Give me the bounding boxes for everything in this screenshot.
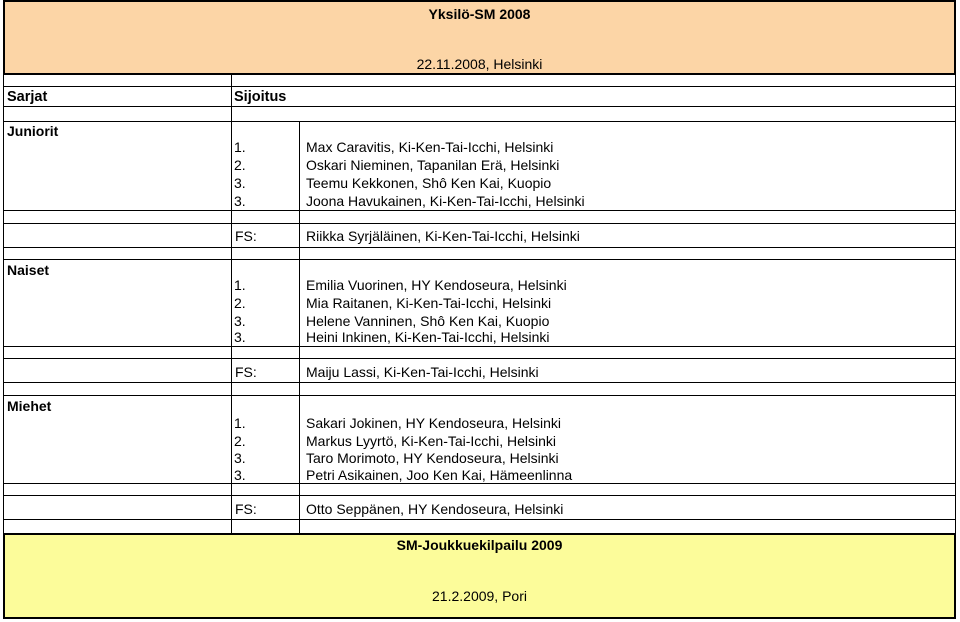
fs-label: FS: <box>235 501 257 517</box>
grid-line <box>3 247 956 248</box>
result-name: Petri Asikainen, Joo Ken Kai, Hämeenlinna <box>306 467 573 483</box>
result-name: Joona Havukainen, Ki-Ken-Tai-Icchi, Helsinki <box>306 193 585 209</box>
grid-line <box>3 483 956 484</box>
next-event-band <box>3 533 956 619</box>
fs-name: Otto Seppänen, HY Kendoseura, Helsinki <box>306 501 564 517</box>
grid-line <box>3 382 956 383</box>
grid-line <box>3 86 956 87</box>
result-name: Heini Inkinen, Ki-Ken-Tai-Icchi, Helsinki <box>306 329 550 345</box>
grid-line <box>3 395 956 396</box>
place: 3. <box>234 313 246 329</box>
place: 2. <box>234 433 246 449</box>
place: 3. <box>234 329 246 345</box>
grid-line <box>231 75 232 535</box>
grid-line <box>3 75 4 535</box>
grid-line <box>3 223 956 224</box>
grid-line <box>3 358 956 359</box>
place: 3. <box>234 193 246 209</box>
grid-line <box>3 346 956 347</box>
fs-label: FS: <box>235 364 257 380</box>
grid-line <box>3 519 956 520</box>
place: 1. <box>234 139 246 155</box>
result-name: Sakari Jokinen, HY Kendoseura, Helsinki <box>306 415 561 431</box>
section-label-men: Miehet <box>7 398 52 414</box>
place: 3. <box>234 450 246 466</box>
next-event-date-place: 21.2.2009, Pori <box>432 588 527 604</box>
next-event-title: SM-Joukkuekilpailu 2009 <box>396 537 563 553</box>
grid-line <box>3 106 956 107</box>
result-name: Mia Raitanen, Ki-Ken-Tai-Icchi, Helsinki <box>306 295 552 311</box>
fs-name: Maiju Lassi, Ki-Ken-Tai-Icchi, Helsinki <box>306 364 539 380</box>
result-name: Teemu Kekkonen, Shô Ken Kai, Kuopio <box>306 175 552 191</box>
section-label-women: Naiset <box>7 262 50 278</box>
header-series: Sarjat <box>7 89 48 105</box>
grid-line <box>3 210 956 211</box>
result-name: Oskari Nieminen, Tapanilan Erä, Helsinki <box>306 157 560 173</box>
grid-line <box>3 121 956 122</box>
place: 1. <box>234 415 246 431</box>
result-name: Helene Vanninen, Shô Ken Kai, Kuopio <box>306 313 550 329</box>
event-title: Yksilö-SM 2008 <box>428 6 531 22</box>
place: 1. <box>234 277 246 293</box>
event-header-band <box>3 0 956 75</box>
grid-line <box>3 495 956 496</box>
grid-line <box>955 75 956 535</box>
header-placement: Sijoitus <box>234 89 287 105</box>
place: 3. <box>234 175 246 191</box>
result-name: Emilia Vuorinen, HY Kendoseura, Helsinki <box>306 277 567 293</box>
event-date-place: 22.11.2008, Helsinki <box>416 56 543 72</box>
grid-line <box>3 259 956 260</box>
place: 2. <box>234 295 246 311</box>
result-name: Taro Morimoto, HY Kendoseura, Helsinki <box>306 450 559 466</box>
fs-label: FS: <box>235 228 257 244</box>
place: 2. <box>234 157 246 173</box>
fs-name: Riikka Syrjäläinen, Ki-Ken-Tai-Icchi, Helsinki <box>306 228 580 244</box>
grid-line <box>299 121 300 535</box>
place: 3. <box>234 467 246 483</box>
result-name: Markus Lyyrtö, Ki-Ken-Tai-Icchi, Helsinki <box>306 433 556 449</box>
result-name: Max Caravitis, Ki-Ken-Tai-Icchi, Helsinki <box>306 139 554 155</box>
section-label-juniors: Juniorit <box>7 123 59 139</box>
